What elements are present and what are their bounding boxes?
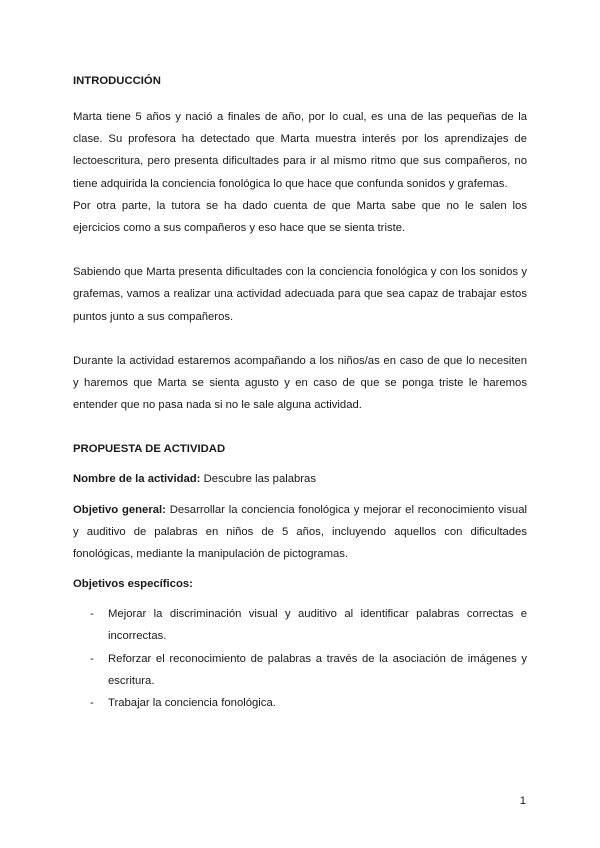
activity-name [73, 468, 527, 490]
intro-paragraph: Durante la actividad estaremos acompañando a los niños/as en caso de que lo necesiten y haremos que Marta se sienta agusto y en caso de que se ponga triste le haremos entender que no pasa nada si no le sale alguna actividad. [73, 354, 527, 412]
specific-objectives-heading: Objetivos específicos: [73, 578, 193, 591]
bullet-dash: - [90, 608, 94, 621]
general-objective-label: Objetivo general: [73, 503, 166, 516]
bullet-dash: - [90, 652, 94, 665]
activity-name-label: Nombre de la actividad: [73, 473, 201, 486]
intro-paragraph: Marta tiene 5 años y nació a finales de año, por lo cual, es una de las pequeñas de la clase. Su profesora ha detectado que Marta muestra interés por los aprendizajes de lectoescritura, pero presenta dificultades para ir al mismo ritmo que sus compañeros, no tiene adquirida la conciencia fonológica lo que hace que confunda sonidos y grafemas. [73, 111, 527, 190]
page-number: 1 [519, 795, 526, 807]
intro-paragraph: Sabiendo que Marta presenta dificultades con la conciencia fonológica y con los sonidos y grafemas, vamos a realizar una actividad adecuada para que sea capaz de trabajar estos puntos junto a sus compañeros. [73, 266, 527, 323]
intro-heading: INTRODUCCIÓN [73, 75, 161, 87]
list-item-text: Reforzar el reconocimiento de palabras a través de la asociación de imágenes y escritura. [108, 652, 527, 687]
general-objective-value: Desarrollar la conciencia fonológica y mejorar el reconocimiento visual y auditivo de palabras en niños de 5 años, incluyendo aquellos con dificultades fonológicas, mediante la manipulación de pictogramas. [73, 503, 528, 561]
list-item-text: Trabajar la conciencia fonológica. [108, 697, 276, 710]
specific-objectives-list [73, 603, 527, 714]
intro-paragraph: Por otra parte, la tutora se ha dado cuenta de que Marta sabe que no le salen los ejercicios como a sus compañeros y eso hace que se sienta triste. [73, 199, 527, 235]
list-item [73, 692, 527, 714]
list-item [73, 648, 527, 692]
list-item [73, 603, 527, 647]
activity-name-value: Descubre las palabras [200, 473, 316, 486]
list-item-text: Mejorar la discriminación visual y auditivo al identificar palabras correctas e incorrectas. [108, 608, 527, 643]
bullet-dash: - [90, 697, 94, 710]
proposal-heading: PROPUESTA DE ACTIVIDAD [73, 443, 226, 456]
general-objective [73, 499, 527, 566]
